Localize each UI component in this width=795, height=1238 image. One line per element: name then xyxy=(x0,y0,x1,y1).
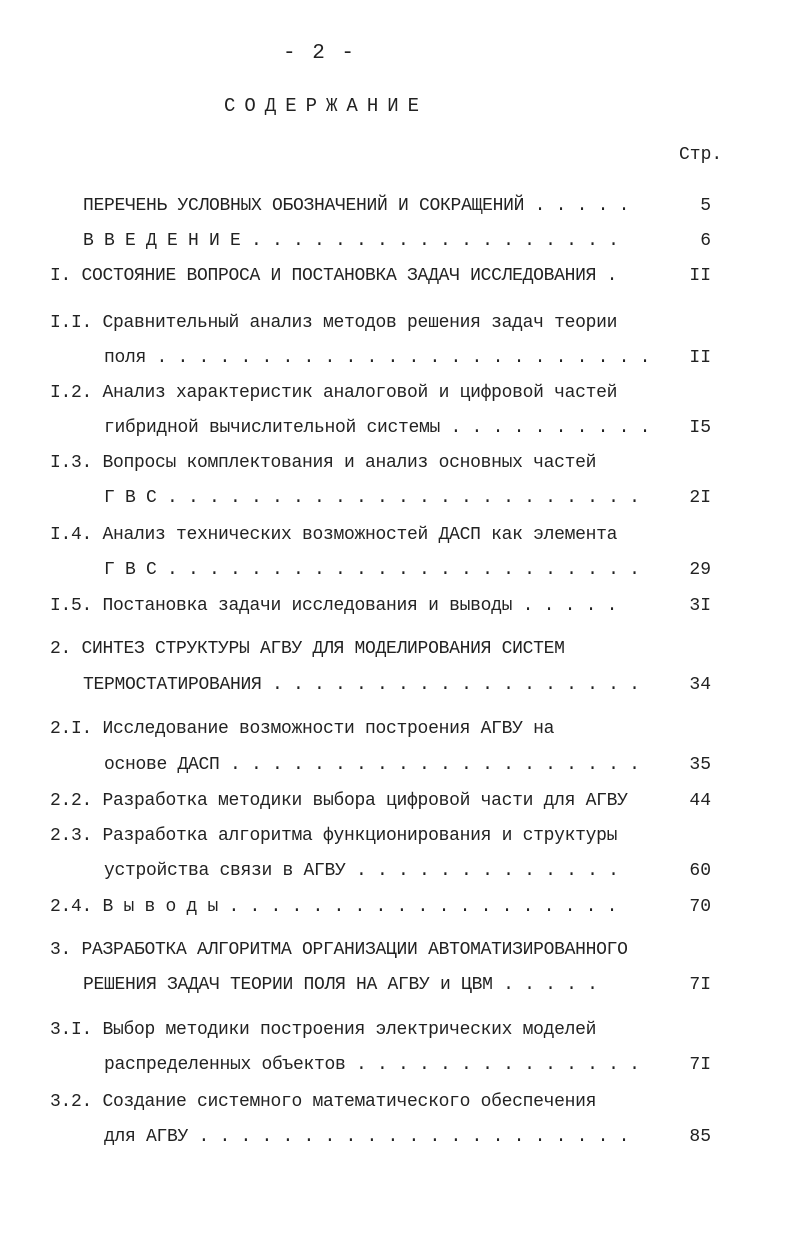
toc-section-3-1: 3.I. Выбор методики построения электрических моделей xyxy=(50,1020,597,1040)
toc-section-1-2: I.2. Анализ характеристик аналоговой и цифровой частей xyxy=(50,383,618,403)
toc-page: I5 xyxy=(689,418,711,438)
page-number: - 2 - xyxy=(283,42,357,65)
toc-page: 60 xyxy=(689,861,711,881)
toc-section-continuation: Г В С . . . . . . . . . . . . . . . . . . . . . . . xyxy=(104,560,640,580)
page-title: СОДЕРЖАНИЕ xyxy=(224,95,429,117)
toc-page: 35 xyxy=(689,755,711,775)
toc-section-3-2: 3.2. Создание системного математического обеспечения xyxy=(50,1092,597,1112)
toc-section-1-5: I.5. Постановка задачи исследования и выводы . . . . . xyxy=(50,596,618,616)
toc-section-2-2: 2.2. Разработка методики выбора цифровой части для АГВУ xyxy=(50,791,628,811)
toc-page: II xyxy=(689,266,711,286)
toc-section-1-4: I.4. Анализ технических возможностей ДАСП как элемента xyxy=(50,525,618,545)
toc-section-continuation: РЕШЕНИЯ ЗАДАЧ ТЕОРИИ ПОЛЯ НА АГВУ и ЦВМ . . . . . xyxy=(83,975,598,995)
page-column-label: Стр. xyxy=(679,145,723,165)
toc-page: 85 xyxy=(689,1127,711,1147)
toc-chapter-3: 3. РАЗРАБОТКА АЛГОРИТМА ОРГАНИЗАЦИИ АВТОМАТИЗИРОВАННОГО xyxy=(50,940,628,960)
toc-section-1-3: I.3. Вопросы комплектования и анализ основных частей xyxy=(50,453,597,473)
toc-page: II xyxy=(689,348,711,368)
toc-entry-introduction: В В Е Д Е Н И Е . . . . . . . . . . . . . . . . . . xyxy=(83,231,619,251)
toc-entry-abbreviations: ПЕРЕЧЕНЬ УСЛОВНЫХ ОБОЗНАЧЕНИЙ И СОКРАЩЕНИЙ . . . . . xyxy=(83,196,630,216)
toc-chapter-2: 2. СИНТЕЗ СТРУКТУРЫ АГВУ ДЛЯ МОДЕЛИРОВАНИЯ СИСТЕМ xyxy=(50,639,565,659)
toc-section-continuation: гибридной вычислительной системы . . . . . . . . . . xyxy=(104,418,651,438)
toc-section-continuation: поля . . . . . . . . . . . . . . . . . . . . . . . . xyxy=(104,348,651,368)
toc-section-2-4: 2.4. В ы в о д ы . . . . . . . . . . . . . . . . . . . xyxy=(50,897,618,917)
toc-page: 29 xyxy=(689,560,711,580)
toc-section-1-1: I.I. Сравнительный анализ методов решения задач теории xyxy=(50,313,618,333)
toc-section-continuation: распределенных объектов . . . . . . . . . . . . . . xyxy=(104,1055,640,1075)
toc-page: 3I xyxy=(689,596,711,616)
toc-section-continuation: ТЕРМОСТАТИРОВАНИЯ . . . . . . . . . . . . . . . . . . xyxy=(83,675,640,695)
toc-section-2-3: 2.3. Разработка алгоритма функционирования и структуры xyxy=(50,826,618,846)
toc-section-continuation: основе ДАСП . . . . . . . . . . . . . . . . . . . . xyxy=(104,755,640,775)
toc-section-continuation: для АГВУ . . . . . . . . . . . . . . . . . . . . . xyxy=(104,1127,630,1147)
toc-section-2-1: 2.I. Исследование возможности построения АГВУ на xyxy=(50,719,555,739)
toc-chapter-1: I. СОСТОЯНИЕ ВОПРОСА И ПОСТАНОВКА ЗАДАЧ ИССЛЕДОВАНИЯ . xyxy=(50,266,618,286)
toc-page: 34 xyxy=(689,675,711,695)
toc-page: 7I xyxy=(689,975,711,995)
toc-page: 6 xyxy=(700,231,711,251)
toc-section-continuation: устройства связи в АГВУ . . . . . . . . . . . . . xyxy=(104,861,619,881)
toc-page: 2I xyxy=(689,488,711,508)
toc-page: 7I xyxy=(689,1055,711,1075)
toc-page: 44 xyxy=(689,791,711,811)
toc-page: 70 xyxy=(689,897,711,917)
toc-page: 5 xyxy=(700,196,711,216)
toc-section-continuation: Г В С . . . . . . . . . . . . . . . . . . . . . . . xyxy=(104,488,640,508)
